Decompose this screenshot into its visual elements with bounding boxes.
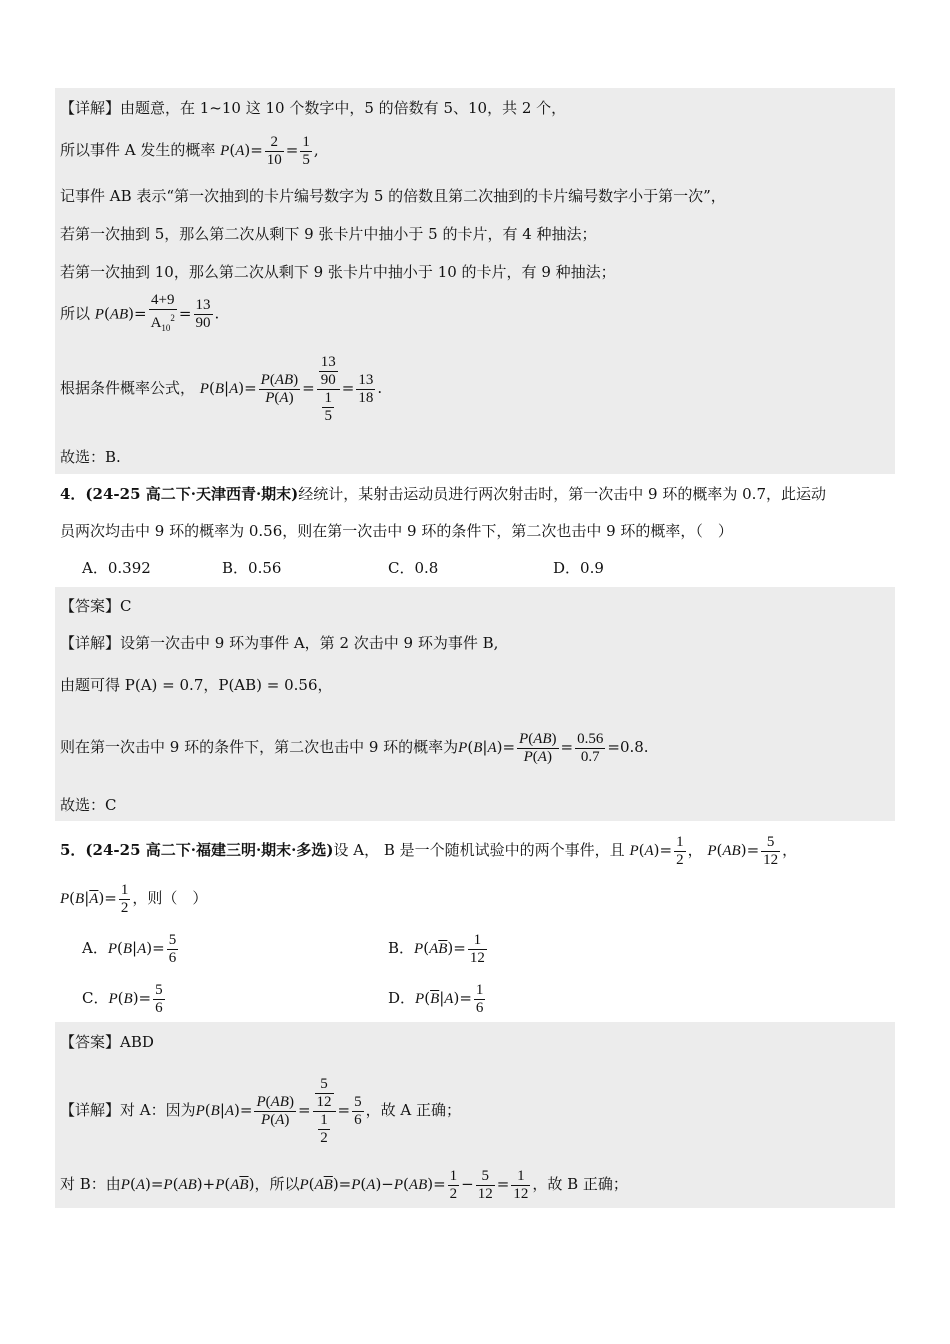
detail-line-2: 所以事件 A 发生的概率 P(A)= $\frac{2}{10}$ = $\frac{1}{5}$ , [60,133,319,168]
q5-option-b[interactable]: B．$P(A\overline{B})=$ $\frac{1}{12}$ [388,931,485,966]
q5-line-1: 5．(24-25 高二下·福建三明·期末·多选)设 A， B 是一个随机试验中的两个事件，且 P(A)= $\frac{1}{2}$ ， P(AB)= $\frac{5}{12}$ ， [60,833,798,868]
q4-detail-1: 【详解】设第一次击中 9 环为事件 A，第 2 次击中 9 环为事件 B, [60,634,499,652]
q5-option-a[interactable]: A．P(B|A)= $\frac{5}{6}$ [82,931,177,966]
detail-line-5: 若第一次抽到 10，那么第二次从剩下 9 张卡片中抽小于 10 的卡片，有 9 种抽法； [60,263,616,281]
q5-option-d[interactable]: D．$P(\overline{B}|A)=$ $\frac{1}{6}$ [388,981,484,1016]
q4-detail-2: 由题可得 P(A) = 0.7，P(AB) = 0.56， [60,676,333,694]
q4-detail-4: 故选：C [60,796,117,814]
q4-detail-3: 则在第一次击中 9 环的条件下，第二次也击中 9 环的概率为P(B|A)= $\frac{P(AB)}{P(A)}$ = $\frac{0.56}{0.7}$ =0.8. [60,730,649,765]
q4-option-a[interactable]: A．0.392 [82,559,151,577]
detail-line-8: 故选：B. [60,448,121,466]
q5-answer: 【答案】ABD [60,1033,154,1051]
q4-line-2: 员两次均击中 9 环的概率为 0.56，则在第一次击中 9 环的条件下，第二次也击中 9 环的概率，（ ） [60,522,733,540]
q4-option-b[interactable]: B．0.56 [222,559,282,577]
detail-line-1: 【详解】由题意，在 1~10 这 10 个数字中，5 的倍数有 5、10，共 2 个， [60,99,567,117]
detail-line-4: 若第一次抽到 5，那么第二次从剩下 9 张卡片中抽小于 5 的卡片，有 4 种抽法； [60,225,597,243]
detail-line-6: 所以 P(AB)= $\frac{4+9}{A_{10}^2}$ = $\frac{13}{90}$ . [60,292,220,333]
q5-detail-1: 【详解】对 A：因为P(B|A)= $\frac{P(AB)}{P(A)}$ = $\frac{\frac{5}{12}}{\frac{1}{2}}$ = $\frac{5}{6}$ ，故 A 正确； [60,1075,461,1146]
q5-detail-2: 对 B：由$P(A)=P(AB)+P(A\overline{B})$，所以$P(A\overline{B})=P(A)-P(AB)=$ $\frac{1}{2}$ − $\frac{5}{12}$ = $\frac{1}{12}$ ，故 B 正确； [60,1167,628,1202]
detail-line-7: 根据条件概率公式， P(B|A)= $\frac{P(AB)}{P(A)}$ = $\frac{\frac{13}{90}}{\frac{1}{5}}$ = $\frac{13}{18}$ . [60,353,383,424]
answer-block-2 [55,587,895,821]
q4-option-c[interactable]: C．0.8 [388,559,439,577]
q4-option-d[interactable]: D．0.9 [553,559,604,577]
detail-line-3: 记事件 AB 表示“第一次抽到的卡片编号数字为 5 的倍数且第二次抽到的卡片编号数字小于第一次”， [60,187,726,205]
q5-line-2: $P(B|\overline{A})=$ $\frac{1}{2}$ ，则（ ） [60,881,208,916]
q4-line-1: 4．(24-25 高二下·天津西青·期末)经统计，某射击运动员进行两次射击时，第一次击中 9 环的概率为 0.7，此运动 [60,485,826,503]
q4-answer: 【答案】C [60,597,132,615]
q5-option-c[interactable]: C．P(B)= $\frac{5}{6}$ [82,981,163,1016]
